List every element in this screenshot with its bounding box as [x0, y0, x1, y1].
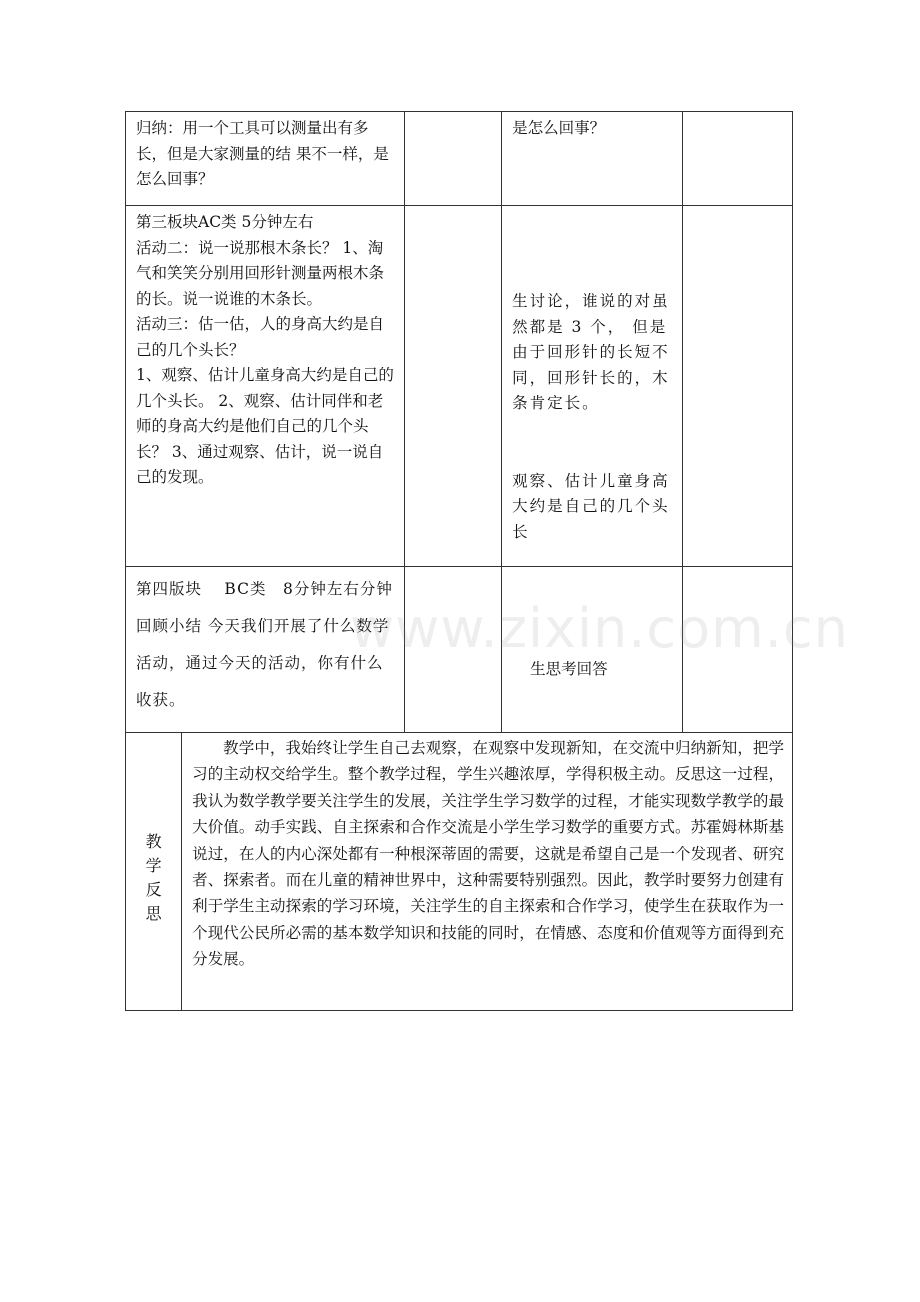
student-text: 观察、估计儿童身高大约是自己的几个头长: [512, 471, 670, 541]
activity-paragraph: 1、观察、估计儿童身高大约是自己的几个头长。 2、观察、估计同伴和老师的身高大约是他们自己的几个头长？ 3、通过观察、估计，说一说自己的发现。: [136, 366, 394, 486]
student-cell: [502, 112, 683, 206]
empty-cell: [404, 206, 501, 567]
spacer: [512, 210, 674, 289]
empty-cell: [404, 567, 501, 733]
spacer: [512, 417, 674, 469]
activity-cell: [126, 567, 405, 733]
section-heading: 第四版块 BC类 8分钟左右分钟: [136, 580, 393, 598]
student-text: 生讨论，谁说的对虽然都是 3 个， 但是由于回形针的长短不同，回形针长的，木条肯定长。: [512, 292, 670, 412]
activity-text: 归纳：用一个工具可以测量出有多长，但是大家测量的结 果不一样，是怎么回事？: [136, 119, 389, 188]
activity-paragraph: 活动二：说一说那根木条长？ 1、淘气和笑笑分别用回形针测量两根木条的长。说一说谁的木条长。: [136, 238, 385, 308]
reflection-label: 教学反思: [145, 831, 162, 923]
empty-cell: [404, 112, 501, 206]
table-row: [126, 567, 793, 733]
activity-paragraph: 回顾小结 今天我们开展了什么数学活动，通过今天的活动，你有什么收获。: [136, 617, 390, 709]
activity-cell: [126, 206, 405, 567]
section-heading: 第三板块AC类 5分钟左右: [136, 213, 314, 231]
empty-cell: [682, 567, 792, 733]
watermark: www.zixin.com.cn: [350, 597, 849, 660]
table-row: [126, 112, 793, 206]
empty-cell: [682, 206, 792, 567]
table-row: [126, 206, 793, 567]
reflection-text: 教学中，我始终让学生自己去观察，在观察中发现新知，在交流中归纳新知，把学习的主动权交给学生。整个教学过程，学生兴趣浓厚，学得积极主动。反思这一过程，我认为数学教学要关注学生的发展，关注学生学习数学的过程，才能实现数学教学的最大价值。动手实践、自主探索和合作交流是小学生学习数学的重要方式。苏霍姆林斯基说过，在人的内心深处都有一种根深蒂固的需要，这就是希望自己是一个发现者、研究者、探索者。而在儿童的精神世界中，这种需要特别强烈。因此，教学时要努力创建有利于学生主动探索的学习环境，关注学生的自主探索和合作学习，使学生在获取作为一个现代公民所必需的基本数学知识和技能的同时，在情感、态度和价值观等方面得到充分发展。: [192, 739, 784, 969]
student-block: [502, 206, 682, 547]
student-text: 生思考回答: [530, 660, 608, 678]
empty-cell: [682, 112, 792, 206]
student-cell: [502, 206, 683, 567]
student-text: 是怎么回事？: [512, 119, 606, 137]
reflection-label-cell: [126, 733, 182, 1011]
reflection-row: [126, 733, 793, 1011]
activity-cell: [126, 112, 405, 206]
activity-block: [126, 567, 404, 721]
student-cell: [502, 567, 683, 733]
reflection-text-cell: [182, 733, 793, 1011]
activity-paragraph: 活动三：估一估，人的身高大约是自己的几个头长？: [136, 315, 385, 359]
lesson-plan-table: [125, 111, 793, 1011]
activity-block: [126, 206, 404, 493]
